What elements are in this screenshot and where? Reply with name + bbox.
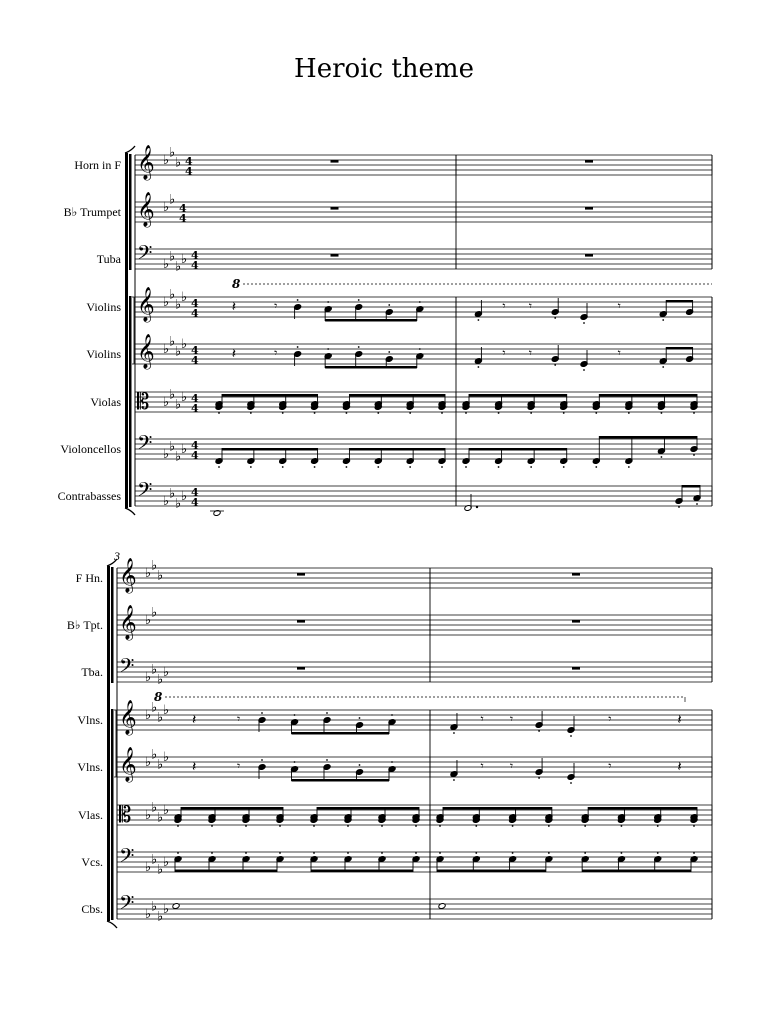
eighth-rest: 𝄾 [509, 712, 514, 726]
flat-accidental: ♭ [163, 200, 170, 215]
staccato-dot [662, 366, 664, 368]
staccato-dot [584, 825, 586, 827]
staccato-dot [478, 366, 480, 368]
flat-accidental: ♭ [157, 568, 164, 584]
staccato-dot [245, 825, 247, 827]
time-signature-lower: 4 [179, 212, 187, 225]
instrument-label [86, 347, 121, 361]
bass-clef: 𝄢 [119, 654, 135, 682]
flat-accidental: ♭ [181, 442, 188, 457]
time-signature-lower: 4 [185, 165, 193, 178]
beam [469, 394, 567, 397]
flat-accidental: ♭ [145, 566, 152, 581]
eighth-rest: 𝄾 [502, 346, 506, 360]
quarter-rest: 𝄽 [192, 759, 197, 775]
treble-clef: 𝄞 [137, 192, 155, 227]
beam [311, 870, 413, 873]
flat-accidental: ♭ [151, 700, 158, 716]
staccato-dot [377, 412, 379, 414]
flat-accidental: ♭ [151, 558, 158, 574]
instrument-label [81, 665, 103, 679]
staccato-dot [693, 412, 695, 414]
flat-accidental: ♭ [151, 899, 158, 915]
flat-accidental: ♭ [163, 703, 170, 718]
eighth-rest: 𝄾 [617, 346, 621, 360]
staccato-dot [465, 412, 467, 414]
staccato-dot [261, 712, 263, 714]
staccato-dot [314, 466, 316, 468]
time-signature-upper: 4 [191, 249, 199, 262]
flat-accidental: ♭ [175, 449, 182, 465]
flat-accidental: ♭ [157, 909, 164, 925]
staccato-dot [439, 825, 441, 827]
alto-clef: 𝄡 [119, 803, 132, 828]
staccato-dot [439, 852, 441, 854]
beam [349, 448, 445, 451]
bracket-hook [125, 508, 135, 515]
instrument-label [58, 489, 122, 503]
instrument-name: Violas [90, 395, 121, 409]
instrument-name: Tpt. [83, 618, 103, 632]
flat-accidental: ♭ [163, 257, 170, 272]
eighth-rest: 𝄾 [528, 346, 533, 360]
flat-accidental: ♭ [163, 803, 170, 818]
flat-accidental: ♭ [157, 810, 164, 826]
staccato-dot [453, 779, 455, 781]
flat-accidental: ♭ [163, 855, 170, 870]
flat-accidental: ♭ [175, 259, 182, 275]
staccato-dot [327, 348, 329, 350]
staccato-dot [381, 852, 383, 854]
beam [181, 807, 283, 810]
instrument-name: Vlns. [77, 713, 103, 727]
flat-accidental: ♭ [169, 249, 176, 265]
instrument-label [97, 252, 122, 266]
flat-accidental: ♭ [181, 489, 188, 504]
staccato-dot [662, 319, 664, 321]
staccato-dot [177, 852, 179, 854]
staccato-dot [250, 412, 252, 414]
beam [599, 394, 697, 397]
beam [443, 807, 552, 810]
eighth-rest: 𝄾 [274, 299, 278, 313]
flat-accidental: ♭ [175, 397, 182, 413]
beam [317, 807, 419, 810]
treble-clef: 𝄞 [137, 334, 155, 369]
staccato-dot [678, 506, 680, 508]
staccato-dot [548, 825, 550, 827]
instrument-name: Contrabasses [57, 489, 121, 503]
beam [222, 394, 318, 397]
beam [599, 436, 697, 439]
alto-clef: 𝄡 [137, 390, 150, 415]
bracket-hook [125, 146, 135, 153]
staccato-dot [696, 503, 698, 505]
quarter-rest: 𝄽 [231, 299, 237, 315]
beam [292, 779, 390, 782]
beam [666, 300, 692, 303]
staccato-dot [453, 732, 455, 734]
instrument-name: Tba. [81, 665, 103, 679]
staccato-dot [693, 825, 695, 827]
whole-rest [297, 620, 305, 623]
flat-accidental: ♭ [163, 342, 170, 357]
time-signature-lower: 4 [191, 402, 199, 415]
staccato-dot [498, 412, 500, 414]
staccato-dot [657, 852, 659, 854]
flat-accidental: ♭ [151, 852, 158, 868]
flat-accidental: ♭ [145, 860, 152, 875]
flat-accidental: ♭ [145, 708, 152, 723]
instrument-flat-label: B♭ [63, 205, 81, 219]
instrument-name: Vlns. [77, 760, 103, 774]
staccato-dot [346, 412, 348, 414]
staccato-dot [554, 317, 556, 319]
staccato-dot [297, 346, 299, 348]
staccato-dot [279, 852, 281, 854]
staccato-dot [282, 466, 284, 468]
time-signature-lower: 4 [191, 496, 199, 509]
staccato-dot [512, 852, 514, 854]
quarter-rest: 𝄽 [231, 346, 237, 362]
staccato-dot [388, 304, 390, 306]
instrument-label [90, 395, 121, 409]
instrument-label [74, 158, 121, 172]
staccato-dot [245, 852, 247, 854]
staccato-dot [554, 364, 556, 366]
staccato-dot [359, 717, 361, 719]
staccato-dot [693, 852, 695, 854]
beam [666, 347, 692, 350]
flat-accidental: ♭ [181, 390, 188, 405]
brass-bracket [111, 567, 114, 683]
staccato-dot [415, 825, 417, 827]
time-signature-lower: 4 [191, 354, 199, 367]
flat-accidental: ♭ [163, 750, 170, 765]
instrument-name: Cbs. [81, 902, 103, 916]
staccato-dot [583, 322, 585, 324]
bracket-hook [107, 921, 117, 928]
staccato-dot [570, 735, 572, 737]
staccato-dot [563, 466, 565, 468]
flat-accidental: ♭ [151, 800, 158, 816]
staccato-dot [584, 852, 586, 854]
staccato-dot [419, 348, 421, 350]
treble-clef: 𝄞 [119, 700, 137, 735]
staccato-dot [294, 761, 296, 763]
eighth-rest: 𝄾 [608, 712, 612, 726]
eighth-rest: 𝄾 [608, 759, 612, 773]
time-signature-lower: 4 [191, 307, 199, 320]
staccato-dot [313, 825, 315, 827]
bass-clef: 𝄢 [137, 241, 153, 269]
system-bracket [107, 566, 110, 921]
staccato-dot [628, 412, 630, 414]
flat-accidental: ♭ [157, 862, 164, 878]
staccato-dot [628, 466, 630, 468]
staccato-dot [211, 825, 213, 827]
staccato-dot [475, 852, 477, 854]
flat-accidental: ♭ [169, 439, 176, 455]
whole-rest [297, 667, 305, 670]
treble-clef: 𝄞 [119, 558, 137, 593]
staccato-dot [391, 761, 393, 763]
instrument-label [77, 760, 103, 774]
instrument-name: Violoncellos [60, 442, 121, 456]
instrument-name: Trumpet [80, 205, 121, 219]
augmentation-dot [476, 506, 478, 508]
bass-clef: 𝄢 [137, 431, 153, 459]
instrument-label [67, 618, 103, 632]
eighth-rest: 𝄾 [617, 299, 621, 313]
time-signature-lower: 4 [191, 259, 199, 272]
staccato-dot [478, 319, 480, 321]
staccato-dot [512, 825, 514, 827]
flat-accidental: ♭ [145, 808, 152, 823]
instrument-label [81, 855, 103, 869]
whole-rest [297, 573, 305, 576]
treble-clef: 𝄞 [119, 605, 137, 640]
flat-accidental: ♭ [169, 287, 176, 303]
staccato-dot [530, 412, 532, 414]
flat-accidental: ♭ [151, 662, 158, 678]
instrument-name: Vcs. [81, 855, 103, 869]
staccato-dot [377, 466, 379, 468]
flat-accidental: ♭ [175, 344, 182, 360]
quarter-rest: 𝄽 [192, 712, 197, 728]
staccato-dot [548, 852, 550, 854]
time-signature-upper: 4 [179, 202, 187, 215]
instrument-name: Tuba [96, 252, 121, 266]
flat-accidental: ♭ [157, 672, 164, 688]
staccato-dot [314, 412, 316, 414]
quarter-rest: 𝄽 [677, 759, 682, 775]
instrument-label [78, 808, 103, 822]
beam [469, 448, 567, 451]
instrument-label [86, 300, 121, 314]
treble-clef: 𝄞 [137, 287, 155, 322]
bass-clef: 𝄢 [119, 844, 135, 872]
whole-rest [572, 620, 580, 623]
flat-accidental: ♭ [163, 665, 170, 680]
staccato-dot [441, 466, 443, 468]
whole-rest [585, 207, 593, 210]
time-signature-upper: 4 [185, 155, 193, 168]
flat-accidental: ♭ [163, 494, 170, 509]
beam [175, 870, 277, 873]
eighth-rest: 𝄾 [480, 712, 484, 726]
eighth-rest: 𝄾 [274, 346, 278, 360]
staccato-dot [218, 412, 220, 414]
staccato-dot [621, 852, 623, 854]
violins-subbracket [132, 297, 134, 364]
staccato-dot [327, 301, 329, 303]
staccato-dot [261, 759, 263, 761]
staccato-dot [326, 712, 328, 714]
score-title: Heroic theme [294, 54, 474, 84]
time-signature-upper: 4 [191, 344, 199, 357]
flat-accidental: ♭ [163, 447, 170, 462]
bass-clef: 𝄢 [119, 891, 135, 919]
flat-accidental: ♭ [169, 334, 176, 350]
staccato-dot [538, 777, 540, 779]
treble-clef: 𝄞 [137, 145, 155, 180]
eighth-rest: 𝄾 [237, 759, 241, 773]
eighth-rest: 𝄾 [528, 299, 533, 313]
flat-accidental: ♭ [181, 290, 188, 305]
staccato-dot [621, 825, 623, 827]
flat-accidental: ♭ [181, 252, 188, 267]
staccato-dot [391, 714, 393, 716]
beam [292, 732, 390, 735]
staccato-dot [359, 764, 361, 766]
instrument-name: Horn in F [74, 158, 121, 172]
flat-accidental: ♭ [157, 757, 164, 773]
whole-rest [572, 667, 580, 670]
flat-accidental: ♭ [163, 395, 170, 410]
staccato-dot [661, 412, 663, 414]
flat-accidental: ♭ [169, 145, 176, 161]
flat-accidental: ♭ [175, 496, 182, 512]
eighth-rest: 𝄾 [502, 299, 506, 313]
staccato-dot [595, 466, 597, 468]
instrument-label [76, 571, 103, 585]
staccato-dot [563, 412, 565, 414]
beam [325, 319, 417, 322]
whole-rest [585, 254, 593, 257]
staccato-dot [465, 466, 467, 468]
strings-bracket [111, 709, 114, 920]
staccato-dot [313, 852, 315, 854]
eighth-rest: 𝄾 [480, 759, 484, 773]
whole-rest [331, 207, 339, 210]
staccato-dot [595, 412, 597, 414]
staccato-dot [347, 825, 349, 827]
staccato-dot [297, 299, 299, 301]
time-signature-upper: 4 [191, 439, 199, 452]
staccato-dot [282, 412, 284, 414]
ottava-label: 8 [232, 277, 241, 291]
staccato-dot [693, 454, 695, 456]
strings-bracket [129, 296, 132, 507]
flat-accidental: ♭ [145, 613, 152, 628]
beam [588, 807, 697, 810]
staccato-dot [381, 825, 383, 827]
eighth-rest: 𝄾 [237, 712, 241, 726]
staccato-dot [530, 466, 532, 468]
whole-rest [585, 160, 593, 163]
flat-accidental: ♭ [157, 710, 164, 726]
instrument-label [64, 205, 122, 219]
staccato-dot [498, 466, 500, 468]
measure-number: 3 [114, 549, 120, 563]
quarter-rest: 𝄽 [677, 712, 682, 728]
beam [582, 870, 691, 873]
staccato-dot [415, 852, 417, 854]
staccato-dot [250, 466, 252, 468]
whole-rest [572, 573, 580, 576]
ottava-label: 8 [154, 690, 163, 704]
instrument-label [60, 442, 121, 456]
system-bracket [125, 153, 128, 508]
staccato-dot [475, 825, 477, 827]
staccato-dot [441, 412, 443, 414]
time-signature-upper: 4 [191, 297, 199, 310]
staccato-dot [294, 714, 296, 716]
staccato-dot [326, 759, 328, 761]
staccato-dot [218, 466, 220, 468]
flat-accidental: ♭ [145, 755, 152, 770]
staccato-dot [279, 825, 281, 827]
staccato-dot [346, 466, 348, 468]
staccato-dot [583, 369, 585, 371]
staccato-dot [388, 351, 390, 353]
staccato-dot [657, 825, 659, 827]
flat-accidental: ♭ [175, 297, 182, 313]
staccato-dot [661, 456, 663, 458]
whole-rest [331, 160, 339, 163]
instrument-name: F Hn. [75, 571, 103, 585]
beam [437, 870, 546, 873]
flat-accidental: ♭ [151, 605, 158, 621]
beam [222, 448, 318, 451]
bass-clef: 𝄢 [137, 478, 153, 506]
flat-accidental: ♭ [175, 155, 182, 171]
time-signature-upper: 4 [191, 486, 199, 499]
staccato-dot [409, 412, 411, 414]
flat-accidental: ♭ [145, 907, 152, 922]
flat-accidental: ♭ [163, 295, 170, 310]
staccato-dot [211, 852, 213, 854]
staccato-dot [177, 825, 179, 827]
instrument-name: Vlas. [78, 808, 103, 822]
staccato-dot [409, 466, 411, 468]
brass-bracket [129, 154, 132, 270]
flat-accidental: ♭ [145, 670, 152, 685]
time-signature-lower: 4 [191, 449, 199, 462]
flat-accidental: ♭ [163, 902, 170, 917]
staccato-dot [358, 299, 360, 301]
staccato-dot [570, 782, 572, 784]
flat-accidental: ♭ [169, 387, 176, 403]
beam [325, 366, 417, 369]
instrument-flat-label: B♭ [66, 618, 84, 632]
violins-subbracket [114, 710, 116, 777]
staccato-dot [419, 301, 421, 303]
treble-clef: 𝄞 [119, 747, 137, 782]
flat-accidental: ♭ [169, 192, 176, 208]
instrument-label [81, 902, 103, 916]
flat-accidental: ♭ [181, 337, 188, 352]
flat-accidental: ♭ [151, 747, 158, 763]
beam [682, 485, 700, 488]
flat-accidental: ♭ [163, 153, 170, 168]
whole-rest [331, 254, 339, 257]
staccato-dot [358, 346, 360, 348]
eighth-rest: 𝄾 [509, 759, 514, 773]
staccato-dot [347, 852, 349, 854]
flat-accidental: ♭ [169, 486, 176, 502]
time-signature-upper: 4 [191, 392, 199, 405]
staccato-dot [538, 730, 540, 732]
instrument-label [77, 713, 103, 727]
beam [349, 394, 445, 397]
instrument-name: Violins [86, 300, 121, 314]
instrument-name: Violins [86, 347, 121, 361]
